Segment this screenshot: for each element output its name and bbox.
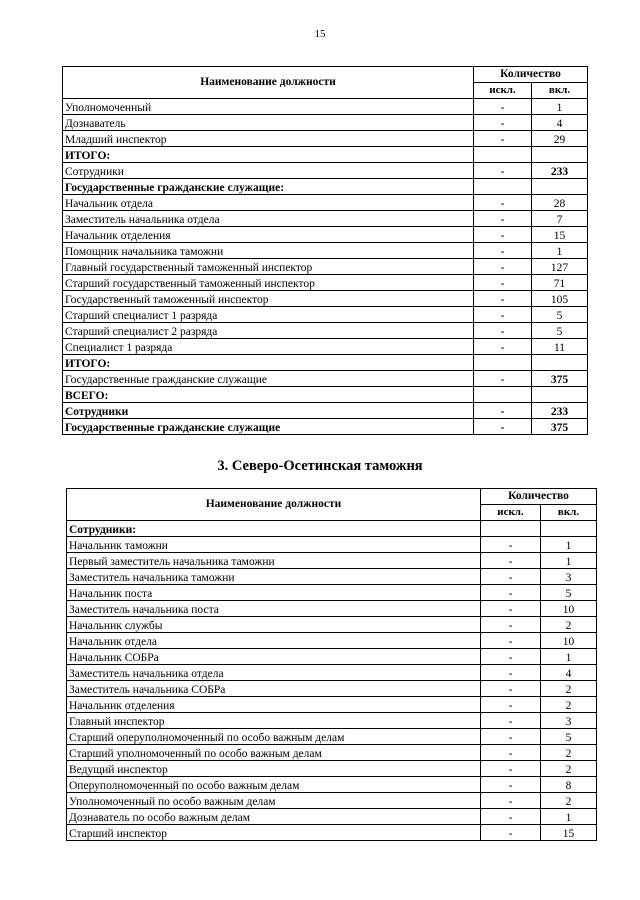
table-row — [63, 179, 588, 195]
position-name-cell: ВСЕГО: — [63, 387, 474, 403]
included-count-cell: 11 — [532, 339, 588, 355]
position-name-cell: Старший специалист 2 разряда — [63, 323, 474, 339]
staff-table-1-body — [63, 99, 588, 435]
excluded-count-cell: - — [481, 793, 541, 809]
included-count-cell — [532, 387, 588, 403]
position-name-cell: Начальник таможни — [67, 537, 481, 553]
table-row — [63, 163, 588, 179]
excluded-count-cell — [481, 521, 541, 537]
header-excluded: искл. — [474, 83, 532, 99]
table-row — [67, 521, 597, 537]
header-included: вкл. — [532, 83, 588, 99]
position-name-cell: Государственные гражданские служащие: — [63, 179, 474, 195]
position-name-cell: Старший уполномоченный по особо важным делам — [67, 745, 481, 761]
table-row — [67, 761, 597, 777]
included-count-cell — [541, 521, 597, 537]
excluded-count-cell: - — [481, 537, 541, 553]
table-row — [63, 259, 588, 275]
table-row — [63, 243, 588, 259]
position-name-cell: Старший оперуполномоченный по особо важным делам — [67, 729, 481, 745]
position-name-cell: Заместитель начальника СОБРа — [67, 681, 481, 697]
page-number: 15 — [314, 28, 326, 40]
excluded-count-cell: - — [481, 585, 541, 601]
included-count-cell: 2 — [541, 793, 597, 809]
position-name-cell: Государственные гражданские служащие — [63, 371, 474, 387]
included-count-cell: 8 — [541, 777, 597, 793]
table-row — [67, 729, 597, 745]
position-name-cell: Начальник отдела — [67, 633, 481, 649]
table-row — [63, 131, 588, 147]
included-count-cell: 1 — [541, 649, 597, 665]
included-count-cell — [532, 179, 588, 195]
excluded-count-cell: - — [481, 649, 541, 665]
included-count-cell: 15 — [541, 825, 597, 841]
excluded-count-cell: - — [481, 697, 541, 713]
table-row — [67, 777, 597, 793]
position-name-cell: Уполномоченный — [63, 99, 474, 115]
table-row — [67, 793, 597, 809]
excluded-count-cell: - — [481, 569, 541, 585]
included-count-cell: 5 — [541, 729, 597, 745]
excluded-count-cell: - — [474, 419, 532, 435]
table-row — [67, 617, 597, 633]
position-name-cell: Специалист 1 разряда — [63, 339, 474, 355]
table-row — [67, 713, 597, 729]
included-count-cell: 1 — [541, 809, 597, 825]
table-row — [67, 825, 597, 841]
position-name-cell: Главный государственный таможенный инспектор — [63, 259, 474, 275]
table-row — [63, 291, 588, 307]
position-name-cell: ИТОГО: — [63, 355, 474, 371]
staff-table-1 — [62, 66, 588, 435]
excluded-count-cell: - — [481, 729, 541, 745]
position-name-cell: Начальник поста — [67, 585, 481, 601]
included-count-cell — [532, 147, 588, 163]
included-count-cell: 233 — [532, 403, 588, 419]
included-count-cell: 15 — [532, 227, 588, 243]
position-name-cell: Уполномоченный по особо важным делам — [67, 793, 481, 809]
header-quantity: Количество — [474, 67, 588, 83]
position-name-cell: Младший инспектор — [63, 131, 474, 147]
header-quantity: Количество — [481, 489, 597, 505]
position-name-cell: Ведущий инспектор — [67, 761, 481, 777]
position-name-cell: Государственный таможенный инспектор — [63, 291, 474, 307]
excluded-count-cell: - — [474, 371, 532, 387]
excluded-count-cell: - — [474, 275, 532, 291]
position-name-cell: Государственные гражданские служащие — [63, 419, 474, 435]
excluded-count-cell: - — [481, 745, 541, 761]
included-count-cell: 29 — [532, 131, 588, 147]
excluded-count-cell: - — [474, 339, 532, 355]
staff-table-2 — [66, 488, 597, 841]
position-name-cell: Дознаватель по особо важным делам — [67, 809, 481, 825]
excluded-count-cell — [474, 387, 532, 403]
included-count-cell: 3 — [541, 569, 597, 585]
included-count-cell: 3 — [541, 713, 597, 729]
table-row — [67, 665, 597, 681]
table-row — [67, 601, 597, 617]
header-included: вкл. — [541, 505, 597, 521]
table-row — [63, 339, 588, 355]
position-name-cell: Заместитель начальника отдела — [63, 211, 474, 227]
included-count-cell: 4 — [532, 115, 588, 131]
excluded-count-cell: - — [481, 777, 541, 793]
included-count-cell: 4 — [541, 665, 597, 681]
excluded-count-cell — [474, 355, 532, 371]
position-name-cell: Старший государственный таможенный инспектор — [63, 275, 474, 291]
position-name-cell: Старший специалист 1 разряда — [63, 307, 474, 323]
section-title: 3. Северо-Осетинская таможня — [217, 458, 423, 474]
included-count-cell: 1 — [541, 553, 597, 569]
included-count-cell: 105 — [532, 291, 588, 307]
position-name-cell: Дознаватель — [63, 115, 474, 131]
table-row — [63, 99, 588, 115]
included-count-cell: 2 — [541, 745, 597, 761]
excluded-count-cell: - — [481, 713, 541, 729]
included-count-cell: 2 — [541, 681, 597, 697]
included-count-cell: 1 — [541, 537, 597, 553]
table-row — [67, 697, 597, 713]
excluded-count-cell — [474, 179, 532, 195]
excluded-count-cell: - — [474, 323, 532, 339]
included-count-cell: 10 — [541, 601, 597, 617]
position-name-cell: Начальник отдела — [63, 195, 474, 211]
position-name-cell: Оперуполномоченный по особо важным делам — [67, 777, 481, 793]
position-name-cell: Начальник службы — [67, 617, 481, 633]
included-count-cell: 127 — [532, 259, 588, 275]
position-name-cell: Старший инспектор — [67, 825, 481, 841]
included-count-cell: 71 — [532, 275, 588, 291]
staff-table-2-body — [67, 521, 597, 841]
table-row — [63, 307, 588, 323]
position-name-cell: Заместитель начальника таможни — [67, 569, 481, 585]
excluded-count-cell: - — [474, 259, 532, 275]
position-name-cell: Начальник отделения — [67, 697, 481, 713]
included-count-cell: 1 — [532, 243, 588, 259]
table-row — [67, 537, 597, 553]
table-row — [63, 115, 588, 131]
excluded-count-cell: - — [474, 195, 532, 211]
position-name-cell: Помощник начальника таможни — [63, 243, 474, 259]
table-row — [63, 323, 588, 339]
header-position-name: Наименование должности — [63, 67, 474, 99]
excluded-count-cell: - — [481, 633, 541, 649]
position-name-cell: ИТОГО: — [63, 147, 474, 163]
table-row — [63, 275, 588, 291]
table-row — [63, 195, 588, 211]
included-count-cell: 375 — [532, 371, 588, 387]
position-name-cell: Сотрудники — [63, 163, 474, 179]
included-count-cell — [532, 355, 588, 371]
excluded-count-cell: - — [481, 617, 541, 633]
table-row — [63, 371, 588, 387]
excluded-count-cell: - — [481, 553, 541, 569]
position-name-cell: Главный инспектор — [67, 713, 481, 729]
position-name-cell: Начальник СОБРа — [67, 649, 481, 665]
included-count-cell: 10 — [541, 633, 597, 649]
position-name-cell: Первый заместитель начальника таможни — [67, 553, 481, 569]
table-row — [63, 227, 588, 243]
position-name-cell: Начальник отделения — [63, 227, 474, 243]
included-count-cell: 2 — [541, 761, 597, 777]
excluded-count-cell — [474, 147, 532, 163]
position-name-cell: Сотрудники: — [67, 521, 481, 537]
table-row — [67, 553, 597, 569]
table-row — [63, 403, 588, 419]
included-count-cell: 1 — [532, 99, 588, 115]
included-count-cell: 28 — [532, 195, 588, 211]
excluded-count-cell: - — [474, 131, 532, 147]
excluded-count-cell: - — [481, 665, 541, 681]
table-row — [67, 633, 597, 649]
included-count-cell: 5 — [541, 585, 597, 601]
included-count-cell: 2 — [541, 697, 597, 713]
position-name-cell: Заместитель начальника отдела — [67, 665, 481, 681]
included-count-cell: 5 — [532, 307, 588, 323]
excluded-count-cell: - — [474, 227, 532, 243]
table-row — [63, 211, 588, 227]
excluded-count-cell: - — [474, 211, 532, 227]
table-row — [67, 585, 597, 601]
table-row — [67, 681, 597, 697]
included-count-cell: 233 — [532, 163, 588, 179]
table-row — [63, 355, 588, 371]
table-row — [67, 809, 597, 825]
included-count-cell: 375 — [532, 419, 588, 435]
excluded-count-cell: - — [474, 99, 532, 115]
excluded-count-cell: - — [474, 163, 532, 179]
header-position-name: Наименование должности — [67, 489, 481, 521]
excluded-count-cell: - — [474, 115, 532, 131]
excluded-count-cell: - — [481, 825, 541, 841]
position-name-cell: Заместитель начальника поста — [67, 601, 481, 617]
table-row — [67, 745, 597, 761]
table-row — [67, 569, 597, 585]
included-count-cell: 2 — [541, 617, 597, 633]
table-row — [63, 147, 588, 163]
included-count-cell: 7 — [532, 211, 588, 227]
table-row — [67, 649, 597, 665]
excluded-count-cell: - — [474, 403, 532, 419]
excluded-count-cell: - — [481, 809, 541, 825]
table-row — [63, 387, 588, 403]
excluded-count-cell: - — [474, 243, 532, 259]
excluded-count-cell: - — [474, 291, 532, 307]
included-count-cell: 5 — [532, 323, 588, 339]
excluded-count-cell: - — [481, 681, 541, 697]
header-excluded: искл. — [481, 505, 541, 521]
position-name-cell: Сотрудники — [63, 403, 474, 419]
excluded-count-cell: - — [474, 307, 532, 323]
excluded-count-cell: - — [481, 761, 541, 777]
table-row — [63, 419, 588, 435]
excluded-count-cell: - — [481, 601, 541, 617]
